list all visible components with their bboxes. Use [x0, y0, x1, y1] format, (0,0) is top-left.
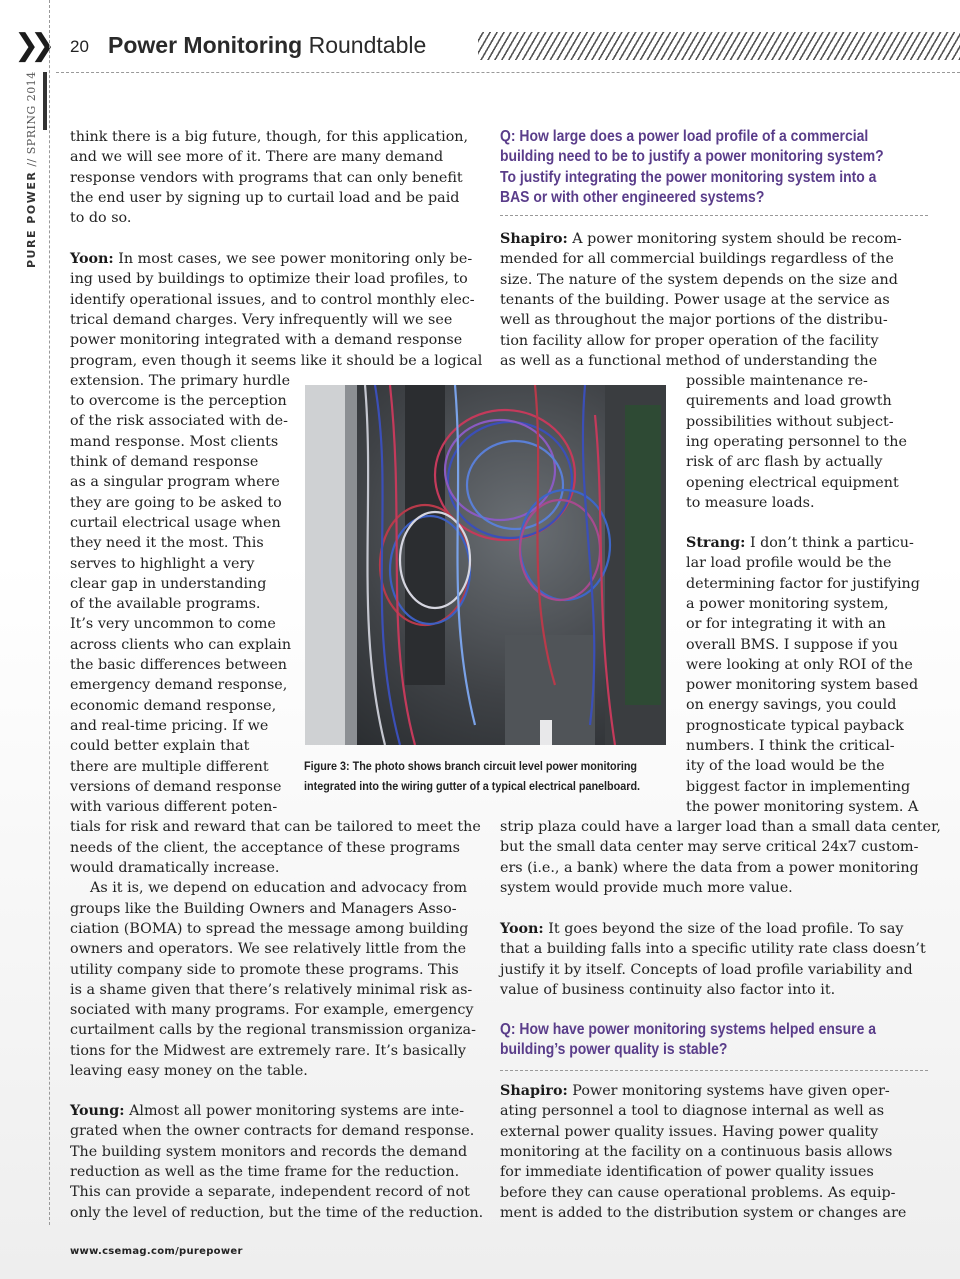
line-text: and we will see more of it. There are many demand: [70, 149, 444, 166]
line-text: ciation (BOMA) to spread the message among building: [70, 920, 469, 937]
text-line: [500, 1081, 890, 1101]
text-line: [686, 777, 910, 797]
line-text: This can provide a separate, independent record of not: [70, 1184, 470, 1201]
text-line: [70, 432, 278, 452]
text-line: [70, 1000, 473, 1020]
text-line: [686, 797, 918, 817]
line-text: value of business continuity also factor into it.: [500, 981, 836, 998]
text-line: [500, 1162, 874, 1182]
speaker-name: Yoon:: [500, 921, 544, 937]
text-line: [70, 1203, 483, 1223]
figure-photo: [305, 385, 666, 745]
left-margin-divider: [49, 0, 50, 1225]
line-text: think there is a big future, though, for this application,: [70, 129, 469, 145]
text-line: [500, 960, 913, 980]
text-line: [686, 452, 882, 472]
text-line: [686, 614, 886, 634]
text-line: [90, 878, 467, 898]
text-line: [70, 594, 260, 614]
line-text: for immediate identification of power quality issues: [500, 1164, 874, 1181]
text-line: [70, 269, 468, 289]
text-line: [70, 513, 281, 533]
text-line: [70, 736, 249, 756]
section-title-bold: Power Monitoring: [108, 32, 303, 58]
text-line: [70, 939, 466, 959]
section-title-rest: Roundtable: [308, 32, 427, 58]
line-text: tials for risk and reward that can be tailored to meet the: [70, 819, 481, 836]
line-text: to overcome is the perception: [70, 393, 287, 410]
line-text: It goes beyond the size of the load profile. To say: [543, 921, 904, 937]
line-text: the end user by signing up to curtail load and be paid: [70, 189, 460, 206]
text-line: [70, 838, 460, 858]
line-text: ment is added to the distribution system or changes are: [500, 1204, 907, 1221]
sidebar-issue-label: [25, 71, 38, 268]
line-text: program, even though it seems like it should be a logical: [70, 352, 483, 369]
text-line: [70, 1061, 308, 1081]
text-line: [70, 330, 462, 350]
speaker-name: Young:: [70, 1103, 125, 1119]
line-text: opening electrical equipment: [686, 474, 899, 491]
line-text: ing operating personnel to the: [686, 433, 907, 450]
line-text: It’s very uncommon to come: [70, 616, 276, 633]
text-line: [500, 270, 898, 290]
line-text: ers (i.e., a bank) where the data from a power monitoring: [500, 859, 919, 876]
line-text: or for integrating it with an: [686, 616, 886, 633]
line-text: power monitoring system based: [686, 677, 919, 694]
text-line: [70, 208, 131, 228]
line-text: A power monitoring system should be recom-: [567, 231, 902, 247]
text-line: [70, 391, 287, 411]
text-line: [70, 472, 280, 492]
question-divider: [500, 1070, 928, 1071]
text-line: [70, 371, 290, 391]
text-line: [500, 878, 793, 898]
line-text: needs of the client, the acceptance of these programs: [70, 839, 461, 856]
text-line: [70, 960, 459, 980]
text-line: [70, 493, 282, 513]
sidebar-issue: // SPRING 2014: [25, 71, 38, 167]
line-text: monitoring at the facility on a continuous basis allows: [500, 1143, 893, 1160]
line-text: Power monitoring systems have given oper-: [567, 1083, 890, 1099]
text-line: [686, 695, 896, 715]
question-line: BAS or with other engineered systems?: [500, 188, 765, 206]
text-line: [70, 533, 264, 553]
line-text: they need it the most. This: [70, 535, 264, 552]
chevron-right-icon: ❯❯: [14, 28, 47, 63]
line-text: I don’t think a particu-: [745, 535, 914, 551]
line-text: that a building falls into a specific utility rate class doesn’t: [500, 941, 926, 958]
text-line: [70, 452, 258, 472]
text-line: [70, 188, 459, 208]
text-line: [686, 553, 891, 573]
line-text: clear gap in understanding: [70, 575, 267, 592]
line-text: could better explain that: [70, 738, 250, 755]
line-text: external power quality issues. Having power quality: [500, 1123, 879, 1140]
text-line: [686, 736, 895, 756]
text-line: [500, 310, 888, 330]
line-text: a power monitoring system,: [686, 595, 889, 612]
line-text: serves to highlight a very: [70, 555, 255, 572]
text-line: [70, 655, 287, 675]
line-text: justify it by itself. Concepts of load profile variability and: [500, 961, 913, 978]
text-line: [70, 635, 291, 655]
text-line: [500, 1142, 892, 1162]
text-line: [500, 1101, 884, 1121]
line-text: possible maintenance re-: [686, 373, 868, 389]
line-text: to do so.: [70, 210, 132, 227]
line-text: system would provide much more value.: [500, 879, 793, 896]
line-text: As it is, we depend on education and advocacy from: [90, 880, 468, 897]
text-line: [500, 817, 941, 837]
text-line: [686, 635, 898, 655]
text-line: [686, 574, 920, 594]
text-line: [686, 432, 907, 452]
text-line: [686, 594, 889, 614]
text-line: [500, 919, 903, 939]
line-text: economic demand response,: [70, 697, 277, 714]
text-line: [70, 168, 463, 188]
line-text: of the available programs.: [70, 596, 261, 613]
text-line: [686, 412, 894, 432]
text-line: [70, 1162, 459, 1182]
speaker-name: Yoon:: [70, 251, 114, 267]
text-line: [500, 1183, 895, 1203]
line-text: they are going to be asked to: [70, 494, 282, 511]
line-text: overall BMS. I suppose if you: [686, 636, 899, 653]
text-line: [70, 127, 468, 147]
text-line: [70, 1101, 464, 1121]
line-text: to measure loads.: [686, 494, 815, 511]
line-text: grated when the owner contracts for demand response.: [70, 1123, 475, 1140]
line-text: lar load profile would be the: [686, 555, 892, 572]
speaker-name: Shapiro:: [500, 1083, 568, 1099]
line-text: tion facility allow for proper operation of the facility: [500, 332, 879, 349]
text-line: [70, 675, 287, 695]
header-divider: [56, 72, 960, 73]
line-text: mended for all commercial buildings regardless of the: [500, 251, 894, 268]
text-line: [70, 554, 254, 574]
sidebar-brand: PURE POWER: [25, 170, 38, 268]
line-text: curtail electrical usage when: [70, 514, 281, 531]
text-line: [500, 290, 890, 310]
text-line: [686, 391, 892, 411]
line-text: leaving easy money on the table.: [70, 1063, 308, 1079]
text-line: [70, 310, 452, 330]
text-line: [500, 229, 902, 249]
speaker-name: Strang:: [686, 535, 746, 551]
text-line: [500, 858, 919, 878]
text-line: [70, 1142, 467, 1162]
text-line: [686, 716, 904, 736]
line-text: as a singular program where: [70, 474, 280, 491]
text-line: [70, 797, 277, 817]
line-text: and real-time pricing. If we: [70, 717, 269, 734]
text-line: [500, 1122, 878, 1142]
text-line: [500, 837, 918, 857]
line-text: on energy savings, you could: [686, 697, 897, 714]
line-text: In most cases, we see power monitoring only be-: [113, 251, 473, 267]
line-text: ating personnel a tool to diagnose internal as well as: [500, 1103, 885, 1120]
text-line: [70, 614, 276, 634]
line-text: before they can cause operational problems. As equip-: [500, 1184, 896, 1201]
line-text: well as throughout the major portions of the distribu-: [500, 312, 888, 329]
line-text: were looking at only ROI of the: [686, 656, 913, 673]
line-text: The building system monitors and records the demand: [70, 1143, 468, 1160]
line-text: prognosticate typical payback: [686, 717, 904, 734]
text-line: [70, 858, 279, 878]
line-text: emergency demand response,: [70, 677, 288, 694]
line-text: response vendors with programs that can only benefit: [70, 169, 463, 186]
footer-url: www.csemag.com/purepower: [70, 1246, 243, 1257]
text-line: [686, 756, 885, 776]
text-line: [70, 696, 276, 716]
caption-line: Figure 3: The photo shows branch circuit level power monitoring: [304, 759, 638, 773]
line-text: think of demand response: [70, 454, 259, 470]
text-line: [70, 817, 481, 837]
line-text: utility company side to promote these programs. This: [70, 961, 459, 978]
line-text: power monitoring integrated with a demand response: [70, 332, 463, 349]
line-text: with various different poten-: [70, 799, 278, 816]
text-line: [70, 757, 269, 777]
text-line: [70, 290, 475, 310]
line-text: size. The nature of the system depends on the size and: [500, 271, 898, 288]
page-number: 20: [70, 37, 89, 56]
line-text: the power monitoring system. A: [686, 798, 919, 815]
text-line: [70, 411, 288, 431]
text-line: [686, 655, 913, 675]
question-line: Q: How large does a power load profile of a commercial: [500, 128, 869, 145]
line-text: risk of arc flash by actually: [686, 454, 883, 471]
line-text: quirements and load growth: [686, 393, 892, 410]
question-line: building need to be to justify a power monitoring system?: [500, 148, 884, 166]
text-line: [70, 249, 472, 269]
question-line: To justify integrating the power monitoring system into a: [500, 168, 877, 186]
text-line: [70, 351, 482, 371]
sidebar-accent-bar: [43, 72, 47, 130]
line-text: tenants of the building. Power usage at the service as: [500, 291, 890, 308]
text-line: [70, 147, 443, 167]
question-line: building’s power quality is stable?: [500, 1041, 728, 1059]
line-text: owners and operators. We see relatively little from the: [70, 941, 467, 958]
line-text: there are multiple different: [70, 758, 269, 775]
line-text: ity of the load would be the: [686, 758, 885, 775]
line-text: across clients who can explain: [70, 636, 292, 653]
speaker-name: Shapiro:: [500, 231, 568, 247]
text-line: [70, 1041, 466, 1061]
text-line: [70, 919, 468, 939]
line-text: only the level of reduction, but the time of the reduction.: [70, 1204, 484, 1221]
line-text: reduction as well as the time frame for the reduction.: [70, 1163, 460, 1180]
line-text: as well as a functional method of understanding the: [500, 352, 878, 369]
caption-line: integrated into the wiring gutter of a typical electrical panelboard.: [304, 779, 641, 793]
line-text: but the small data center may serve critical 24x7 custom-: [500, 839, 919, 856]
text-line: [500, 351, 877, 371]
question-line: Q: How have power monitoring systems helped ensure a: [500, 1021, 876, 1038]
text-line: [70, 1182, 470, 1202]
line-text: groups like the Building Owners and Managers Asso-: [70, 900, 457, 917]
line-text: tions for the Midwest are extremely rare. It’s basically: [70, 1042, 466, 1059]
line-text: the basic differences between: [70, 657, 288, 673]
text-line: [500, 1203, 906, 1223]
line-text: possibilities without subject-: [686, 413, 894, 430]
line-text: identify operational issues, and to control monthly elec-: [70, 291, 475, 308]
page-header: [0, 28, 960, 66]
text-line: [686, 371, 868, 391]
line-text: numbers. I think the critical-: [686, 738, 895, 754]
line-text: versions of demand response: [70, 778, 282, 795]
line-text: of the risk associated with de-: [70, 413, 288, 430]
text-line: [500, 939, 926, 959]
text-line: [70, 716, 268, 736]
text-line: [500, 331, 879, 351]
line-text: would dramatically increase.: [70, 860, 280, 876]
text-line: [686, 533, 914, 553]
line-text: determining factor for justifying: [686, 575, 920, 592]
text-line: [686, 675, 918, 695]
line-text: strip plaza could have a larger load than a small data center,: [500, 819, 941, 835]
text-line: [70, 1020, 476, 1040]
line-text: mand response. Most clients: [70, 433, 279, 450]
text-line: [70, 980, 472, 1000]
text-line: [70, 1121, 474, 1141]
section-title: [108, 32, 426, 59]
line-text: biggest factor in implementing: [686, 778, 911, 795]
text-line: [500, 980, 835, 1000]
text-line: [70, 899, 457, 919]
question-divider: [500, 215, 928, 216]
text-line: [686, 493, 815, 513]
header-hatch-decoration: [478, 32, 960, 60]
line-text: trical demand charges. Very infrequently will we see: [70, 311, 453, 328]
line-text: Almost all power monitoring systems are inte-: [124, 1103, 465, 1119]
line-text: sociated with many programs. For example, emergency: [70, 1002, 474, 1019]
text-line: [70, 574, 266, 594]
line-text: curtailment calls by the regional transmission organiza-: [70, 1022, 476, 1039]
line-text: is a shame given that there’s relatively minimal risk as-: [70, 981, 473, 998]
text-line: [500, 249, 894, 269]
line-text: extension. The primary hurdle: [70, 372, 291, 389]
text-line: [686, 473, 899, 493]
text-line: [70, 777, 281, 797]
line-text: ing used by buildings to optimize their load profiles, to: [70, 271, 468, 288]
